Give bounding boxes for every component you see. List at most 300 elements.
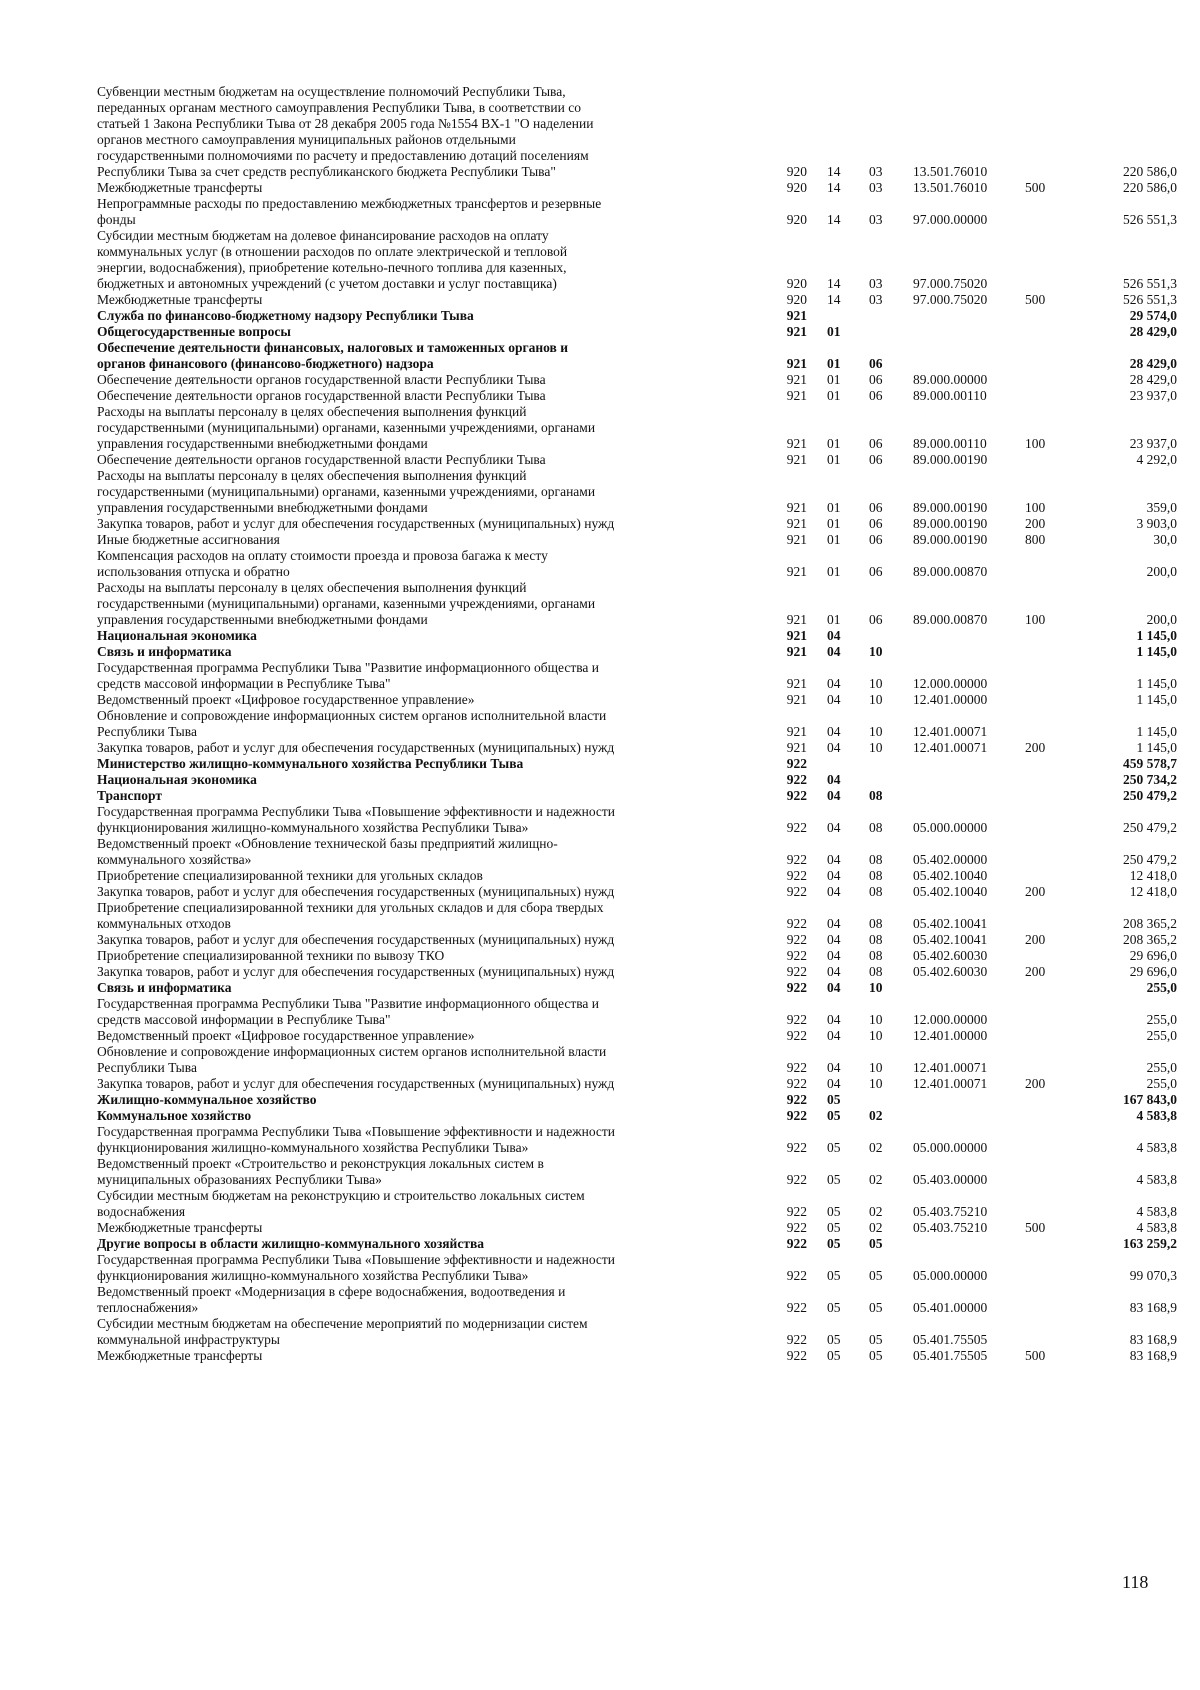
amount: 4 583,8 bbox=[1136, 1220, 1177, 1235]
subsection-code: 06 bbox=[869, 532, 883, 547]
amount: 359,0 bbox=[1146, 500, 1177, 515]
table-row bbox=[97, 660, 1177, 692]
table-row bbox=[97, 532, 1177, 548]
target-article-code: 12.401.00071 bbox=[913, 1060, 988, 1075]
grbs-code: 922 bbox=[786, 852, 807, 867]
expense-type-code: 500 bbox=[1025, 292, 1046, 307]
section-code: 04 bbox=[827, 724, 841, 739]
section-code: 05 bbox=[827, 1220, 841, 1235]
target-article-code: 97.000.75020 bbox=[913, 292, 988, 307]
subsection-code: 03 bbox=[869, 212, 883, 227]
amount: 28 429,0 bbox=[1129, 372, 1177, 387]
expense-type-code: 200 bbox=[1025, 740, 1046, 755]
amount: 255,0 bbox=[1146, 1028, 1177, 1043]
row-name: Закупка товаров, работ и услуг для обеспечения государственных (муниципальных) нужд bbox=[97, 1076, 615, 1091]
table-row bbox=[97, 388, 1177, 404]
table-row bbox=[97, 628, 1177, 644]
target-article-code: 12.401.00071 bbox=[913, 1076, 988, 1091]
target-article-code: 05.402.10041 bbox=[913, 932, 988, 947]
target-article-code: 05.402.60030 bbox=[913, 948, 988, 963]
table-row bbox=[97, 836, 1177, 868]
amount: 200,0 bbox=[1146, 612, 1177, 627]
section-code: 01 bbox=[827, 388, 841, 403]
section-code: 05 bbox=[827, 1268, 841, 1283]
table-row bbox=[97, 980, 1177, 996]
amount: 29 696,0 bbox=[1129, 964, 1177, 979]
grbs-code: 922 bbox=[786, 980, 807, 995]
expense-type-code: 800 bbox=[1025, 532, 1046, 547]
row-name: Общегосударственные вопросы bbox=[97, 324, 291, 339]
amount: 4 583,8 bbox=[1136, 1140, 1177, 1155]
grbs-code: 920 bbox=[786, 180, 807, 195]
subsection-code: 06 bbox=[869, 612, 883, 627]
section-code: 04 bbox=[827, 964, 841, 979]
subsection-code: 05 bbox=[869, 1268, 883, 1283]
target-article-code: 89.000.00190 bbox=[913, 452, 988, 467]
table-row bbox=[97, 644, 1177, 660]
row-name: Ведомственный проект «Обновление технической базы предприятий жилищно- коммунального хозяйства» bbox=[97, 836, 558, 867]
section-code: 01 bbox=[827, 532, 841, 547]
target-article-code: 89.000.00190 bbox=[913, 532, 988, 547]
subsection-code: 05 bbox=[869, 1348, 883, 1363]
subsection-code: 10 bbox=[869, 1076, 883, 1091]
grbs-code: 922 bbox=[786, 932, 807, 947]
table-row bbox=[97, 580, 1177, 628]
table-row bbox=[97, 372, 1177, 388]
expense-type-code: 100 bbox=[1025, 500, 1046, 515]
table-row bbox=[97, 900, 1177, 932]
grbs-code: 922 bbox=[786, 884, 807, 899]
amount: 28 429,0 bbox=[1129, 356, 1177, 371]
table-row bbox=[97, 468, 1177, 516]
amount: 163 259,2 bbox=[1123, 1236, 1177, 1251]
amount: 83 168,9 bbox=[1129, 1348, 1177, 1363]
grbs-code: 922 bbox=[786, 916, 807, 931]
row-name: Государственная программа Республики Тыва «Повышение эффективности и надежности функционирования жилищно-коммунального хозяйства Республики Тыва» bbox=[97, 1124, 616, 1155]
table-row bbox=[97, 1252, 1177, 1284]
amount: 23 937,0 bbox=[1129, 388, 1177, 403]
amount: 459 578,7 bbox=[1123, 756, 1177, 771]
row-name: Национальная экономика bbox=[97, 628, 257, 643]
grbs-code: 922 bbox=[786, 1076, 807, 1091]
subsection-code: 02 bbox=[869, 1172, 883, 1187]
expense-type-code: 500 bbox=[1025, 1220, 1046, 1235]
table-row bbox=[97, 1284, 1177, 1316]
row-name: Закупка товаров, работ и услуг для обеспечения государственных (муниципальных) нужд bbox=[97, 516, 615, 531]
section-code: 04 bbox=[827, 788, 841, 803]
grbs-code: 922 bbox=[786, 756, 807, 771]
row-name: Межбюджетные трансферты bbox=[97, 292, 263, 307]
target-article-code: 89.000.00870 bbox=[913, 612, 988, 627]
amount: 30,0 bbox=[1153, 532, 1177, 547]
amount: 250 479,2 bbox=[1123, 820, 1177, 835]
table-row bbox=[97, 548, 1177, 580]
subsection-code: 10 bbox=[869, 1012, 883, 1027]
table-row bbox=[97, 516, 1177, 532]
amount: 220 586,0 bbox=[1123, 164, 1177, 179]
target-article-code: 89.000.00000 bbox=[913, 372, 988, 387]
target-article-code: 05.401.75505 bbox=[913, 1332, 988, 1347]
table-row bbox=[97, 756, 1177, 772]
budget-table bbox=[97, 84, 1177, 1364]
target-article-code: 12.401.00071 bbox=[913, 724, 988, 739]
expense-type-code: 100 bbox=[1025, 612, 1046, 627]
target-article-code: 97.000.00000 bbox=[913, 212, 988, 227]
grbs-code: 920 bbox=[786, 212, 807, 227]
amount: 1 145,0 bbox=[1136, 676, 1177, 691]
subsection-code: 10 bbox=[869, 676, 883, 691]
subsection-code: 06 bbox=[869, 452, 883, 467]
row-name: Другие вопросы в области жилищно-коммунального хозяйства bbox=[97, 1236, 485, 1251]
grbs-code: 921 bbox=[786, 724, 807, 739]
subsection-code: 05 bbox=[869, 1236, 883, 1251]
expense-type-code: 500 bbox=[1025, 1348, 1046, 1363]
amount: 83 168,9 bbox=[1129, 1332, 1177, 1347]
row-name: Приобретение специализированной техники для угольных складов и для сбора твердых коммунальных отходов bbox=[97, 900, 604, 931]
grbs-code: 922 bbox=[786, 1348, 807, 1363]
section-code: 04 bbox=[827, 980, 841, 995]
section-code: 14 bbox=[827, 180, 841, 195]
amount: 208 365,2 bbox=[1123, 932, 1177, 947]
grbs-code: 920 bbox=[786, 292, 807, 307]
table-row bbox=[97, 1348, 1177, 1364]
grbs-code: 922 bbox=[786, 964, 807, 979]
section-code: 05 bbox=[827, 1172, 841, 1187]
grbs-code: 921 bbox=[786, 356, 807, 371]
expense-type-code: 200 bbox=[1025, 516, 1046, 531]
row-name: Субсидии местным бюджетам на обеспечение мероприятий по модернизации систем коммунальной инфраструктуры bbox=[97, 1316, 588, 1347]
target-article-code: 05.402.60030 bbox=[913, 964, 988, 979]
subsection-code: 03 bbox=[869, 180, 883, 195]
grbs-code: 921 bbox=[786, 308, 807, 323]
table-row bbox=[97, 692, 1177, 708]
amount: 200,0 bbox=[1146, 564, 1177, 579]
row-name: Ведомственный проект «Цифровое государственное управление» bbox=[97, 692, 475, 707]
row-name: Субсидии местным бюджетам на реконструкцию и строительство локальных систем водоснабжения bbox=[97, 1188, 585, 1219]
grbs-code: 922 bbox=[786, 948, 807, 963]
target-article-code: 13.501.76010 bbox=[913, 164, 988, 179]
amount: 4 583,8 bbox=[1136, 1108, 1177, 1123]
subsection-code: 06 bbox=[869, 564, 883, 579]
section-code: 05 bbox=[827, 1348, 841, 1363]
grbs-code: 921 bbox=[786, 324, 807, 339]
section-code: 04 bbox=[827, 884, 841, 899]
subsection-code: 10 bbox=[869, 980, 883, 995]
section-code: 04 bbox=[827, 820, 841, 835]
table-row bbox=[97, 964, 1177, 980]
target-article-code: 12.000.00000 bbox=[913, 1012, 988, 1027]
page-number: 118 bbox=[1122, 1572, 1149, 1592]
grbs-code: 921 bbox=[786, 644, 807, 659]
amount: 28 429,0 bbox=[1129, 324, 1177, 339]
grbs-code: 922 bbox=[786, 1204, 807, 1219]
table-row bbox=[97, 884, 1177, 900]
amount: 255,0 bbox=[1146, 1076, 1177, 1091]
amount: 29 696,0 bbox=[1129, 948, 1177, 963]
section-code: 04 bbox=[827, 692, 841, 707]
grbs-code: 921 bbox=[786, 628, 807, 643]
target-article-code: 05.402.10041 bbox=[913, 916, 988, 931]
section-code: 01 bbox=[827, 612, 841, 627]
table-row bbox=[97, 1220, 1177, 1236]
target-article-code: 89.000.00870 bbox=[913, 564, 988, 579]
section-code: 01 bbox=[827, 324, 841, 339]
table-row bbox=[97, 228, 1177, 292]
amount: 1 145,0 bbox=[1136, 644, 1177, 659]
grbs-code: 921 bbox=[786, 532, 807, 547]
amount: 255,0 bbox=[1146, 1060, 1177, 1075]
table-row bbox=[97, 1156, 1177, 1188]
row-name: Обновление и сопровождение информационных систем органов исполнительной власти Республики Тыва bbox=[97, 708, 607, 739]
row-name: Обеспечение деятельности финансовых, налоговых и таможенных органов и органов финансового (финансово-бюджетного) надзора bbox=[97, 340, 568, 371]
target-article-code: 05.402.10040 bbox=[913, 868, 988, 883]
target-article-code: 12.401.00000 bbox=[913, 1028, 988, 1043]
table-row bbox=[97, 292, 1177, 308]
row-name: Служба по финансово-бюджетному надзору Республики Тыва bbox=[97, 308, 474, 323]
subsection-code: 03 bbox=[869, 292, 883, 307]
target-article-code: 05.403.00000 bbox=[913, 1172, 988, 1187]
grbs-code: 921 bbox=[786, 564, 807, 579]
amount: 220 586,0 bbox=[1123, 180, 1177, 195]
table-row bbox=[97, 1076, 1177, 1092]
section-code: 14 bbox=[827, 276, 841, 291]
target-article-code: 05.402.10040 bbox=[913, 884, 988, 899]
target-article-code: 05.000.00000 bbox=[913, 1268, 988, 1283]
table-row bbox=[97, 1124, 1177, 1156]
subsection-code: 08 bbox=[869, 788, 883, 803]
section-code: 04 bbox=[827, 852, 841, 867]
subsection-code: 10 bbox=[869, 1028, 883, 1043]
expense-type-code: 200 bbox=[1025, 884, 1046, 899]
subsection-code: 08 bbox=[869, 932, 883, 947]
section-code: 04 bbox=[827, 1028, 841, 1043]
section-code: 01 bbox=[827, 516, 841, 531]
section-code: 14 bbox=[827, 292, 841, 307]
section-code: 04 bbox=[827, 740, 841, 755]
table-row bbox=[97, 1028, 1177, 1044]
target-article-code: 89.000.00190 bbox=[913, 516, 988, 531]
grbs-code: 921 bbox=[786, 500, 807, 515]
grbs-code: 922 bbox=[786, 820, 807, 835]
grbs-code: 922 bbox=[786, 772, 807, 787]
section-code: 05 bbox=[827, 1092, 841, 1107]
table-row bbox=[97, 180, 1177, 196]
amount: 99 070,3 bbox=[1129, 1268, 1177, 1283]
target-article-code: 05.401.00000 bbox=[913, 1300, 988, 1315]
row-name: Обновление и сопровождение информационных систем органов исполнительной власти Республики Тыва bbox=[97, 1044, 607, 1075]
amount: 12 418,0 bbox=[1129, 884, 1177, 899]
table-row bbox=[97, 1108, 1177, 1124]
subsection-code: 06 bbox=[869, 388, 883, 403]
amount: 12 418,0 bbox=[1129, 868, 1177, 883]
subsection-code: 03 bbox=[869, 276, 883, 291]
amount: 29 574,0 bbox=[1129, 308, 1177, 323]
row-name: Жилищно-коммунальное хозяйство bbox=[97, 1092, 317, 1107]
expense-type-code: 200 bbox=[1025, 1076, 1046, 1091]
section-code: 04 bbox=[827, 1076, 841, 1091]
subsection-code: 03 bbox=[869, 164, 883, 179]
grbs-code: 921 bbox=[786, 452, 807, 467]
subsection-code: 06 bbox=[869, 356, 883, 371]
section-code: 04 bbox=[827, 772, 841, 787]
row-name: Государственная программа Республики Тыва «Повышение эффективности и надежности функционирования жилищно-коммунального хозяйства Республики Тыва» bbox=[97, 1252, 616, 1283]
grbs-code: 920 bbox=[786, 276, 807, 291]
section-code: 04 bbox=[827, 644, 841, 659]
table-row bbox=[97, 1188, 1177, 1220]
row-name: Коммунальное хозяйство bbox=[97, 1108, 252, 1123]
section-code: 05 bbox=[827, 1332, 841, 1347]
subsection-code: 05 bbox=[869, 1332, 883, 1347]
section-code: 01 bbox=[827, 372, 841, 387]
row-name: Непрограммные расходы по предоставлению межбюджетных трансфертов и резервные фонды bbox=[97, 196, 602, 227]
row-name: Закупка товаров, работ и услуг для обеспечения государственных (муниципальных) нужд bbox=[97, 740, 615, 755]
target-article-code: 12.401.00071 bbox=[913, 740, 988, 755]
table-row bbox=[97, 1092, 1177, 1108]
grbs-code: 922 bbox=[786, 1220, 807, 1235]
grbs-code: 922 bbox=[786, 1028, 807, 1043]
row-name: Национальная экономика bbox=[97, 772, 257, 787]
table-row bbox=[97, 740, 1177, 756]
table-row bbox=[97, 324, 1177, 340]
grbs-code: 922 bbox=[786, 1060, 807, 1075]
row-name: Закупка товаров, работ и услуг для обеспечения государственных (муниципальных) нужд bbox=[97, 964, 615, 979]
grbs-code: 922 bbox=[786, 1300, 807, 1315]
grbs-code: 921 bbox=[786, 436, 807, 451]
subsection-code: 02 bbox=[869, 1140, 883, 1155]
table-row bbox=[97, 1236, 1177, 1252]
row-name: Государственная программа Республики Тыва "Развитие информационного общества и средств массовой информации в Республике Тыва" bbox=[97, 660, 600, 691]
section-code: 04 bbox=[827, 916, 841, 931]
amount: 250 479,2 bbox=[1123, 788, 1177, 803]
section-code: 14 bbox=[827, 164, 841, 179]
amount: 255,0 bbox=[1146, 980, 1177, 995]
grbs-code: 921 bbox=[786, 692, 807, 707]
grbs-code: 922 bbox=[786, 1140, 807, 1155]
target-article-code: 97.000.75020 bbox=[913, 276, 988, 291]
section-code: 04 bbox=[827, 676, 841, 691]
row-name: Обеспечение деятельности органов государственной власти Республики Тыва bbox=[97, 372, 546, 387]
amount: 255,0 bbox=[1146, 1012, 1177, 1027]
amount: 23 937,0 bbox=[1129, 436, 1177, 451]
table-row bbox=[97, 196, 1177, 228]
grbs-code: 922 bbox=[786, 1092, 807, 1107]
row-name: Межбюджетные трансферты bbox=[97, 1348, 263, 1363]
expense-type-code: 500 bbox=[1025, 180, 1046, 195]
section-code: 01 bbox=[827, 436, 841, 451]
grbs-code: 922 bbox=[786, 1172, 807, 1187]
section-code: 04 bbox=[827, 1012, 841, 1027]
amount: 526 551,3 bbox=[1123, 212, 1177, 227]
row-name: Государственная программа Республики Тыва «Повышение эффективности и надежности функционирования жилищно-коммунального хозяйства Республики Тыва» bbox=[97, 804, 616, 835]
section-code: 04 bbox=[827, 1060, 841, 1075]
section-code: 01 bbox=[827, 564, 841, 579]
row-name: Ведомственный проект «Цифровое государственное управление» bbox=[97, 1028, 475, 1043]
section-code: 01 bbox=[827, 356, 841, 371]
subsection-code: 08 bbox=[869, 852, 883, 867]
subsection-code: 10 bbox=[869, 644, 883, 659]
row-name: Закупка товаров, работ и услуг для обеспечения государственных (муниципальных) нужд bbox=[97, 932, 615, 947]
grbs-code: 922 bbox=[786, 1012, 807, 1027]
row-name: Компенсация расходов на оплату стоимости проезда и провоза багажа к месту использования отпуска и обратно bbox=[97, 548, 548, 579]
row-name: Межбюджетные трансферты bbox=[97, 180, 263, 195]
amount: 250 479,2 bbox=[1123, 852, 1177, 867]
subsection-code: 08 bbox=[869, 964, 883, 979]
section-code: 05 bbox=[827, 1140, 841, 1155]
section-code: 04 bbox=[827, 628, 841, 643]
subsection-code: 10 bbox=[869, 740, 883, 755]
subsection-code: 06 bbox=[869, 500, 883, 515]
target-article-code: 89.000.00110 bbox=[913, 388, 987, 403]
row-name: Межбюджетные трансферты bbox=[97, 1220, 263, 1235]
section-code: 14 bbox=[827, 212, 841, 227]
subsection-code: 08 bbox=[869, 884, 883, 899]
row-name: Транспорт bbox=[97, 788, 163, 803]
amount: 1 145,0 bbox=[1136, 724, 1177, 739]
section-code: 01 bbox=[827, 452, 841, 467]
table-row bbox=[97, 868, 1177, 884]
subsection-code: 02 bbox=[869, 1204, 883, 1219]
row-name: Иные бюджетные ассигнования bbox=[97, 532, 280, 547]
amount: 4 292,0 bbox=[1136, 452, 1177, 467]
row-name: Министерство жилищно-коммунального хозяйства Республики Тыва bbox=[97, 756, 524, 771]
section-code: 04 bbox=[827, 932, 841, 947]
table-row bbox=[97, 788, 1177, 804]
row-name: Расходы на выплаты персоналу в целях обеспечения выполнения функций государственными (муниципальными) органами, казенными учреждениями, органами управления государственными внебюджетными фондами bbox=[97, 404, 596, 451]
row-name: Закупка товаров, работ и услуг для обеспечения государственных (муниципальных) нужд bbox=[97, 884, 615, 899]
table-row bbox=[97, 1044, 1177, 1076]
amount: 1 145,0 bbox=[1136, 628, 1177, 643]
subsection-code: 08 bbox=[869, 948, 883, 963]
subsection-code: 02 bbox=[869, 1220, 883, 1235]
table-row bbox=[97, 1316, 1177, 1348]
expense-type-code: 200 bbox=[1025, 964, 1046, 979]
row-name: Расходы на выплаты персоналу в целях обеспечения выполнения функций государственными (муниципальными) органами, казенными учреждениями, органами управления государственными внебюджетными фондами bbox=[97, 580, 596, 627]
grbs-code: 921 bbox=[786, 372, 807, 387]
row-name: Ведомственный проект «Модернизация в сфере водоснабжения, водоотведения и теплоснабжения» bbox=[97, 1284, 566, 1315]
amount: 1 145,0 bbox=[1136, 740, 1177, 755]
grbs-code: 920 bbox=[786, 164, 807, 179]
target-article-code: 05.403.75210 bbox=[913, 1220, 988, 1235]
row-name: Связь и информатика bbox=[97, 980, 232, 995]
subsection-code: 08 bbox=[869, 916, 883, 931]
amount: 167 843,0 bbox=[1123, 1092, 1177, 1107]
target-article-code: 89.000.00110 bbox=[913, 436, 987, 451]
grbs-code: 922 bbox=[786, 1108, 807, 1123]
table-row bbox=[97, 308, 1177, 324]
subsection-code: 10 bbox=[869, 724, 883, 739]
row-name: Субвенции местным бюджетам на осуществление полномочий Республики Тыва, переданных органам местного самоуправления Республики Тыва, в соответствии со статьей 1 Закона Республики Тыва от 28 декабря 2005 года №1554 ВХ-1 "О наделении органов местного самоуправления муниципальных районов отдельными государственными полномочиями по расчету и предоставлению дотаций поселениям Республики Тыва за счет средств республиканского бюджета Республики Тыва" bbox=[97, 84, 594, 179]
section-code: 04 bbox=[827, 948, 841, 963]
row-name: Расходы на выплаты персоналу в целях обеспечения выполнения функций государственными (муниципальными) органами, казенными учреждениями, органами управления государственными внебюджетными фондами bbox=[97, 468, 596, 515]
subsection-code: 06 bbox=[869, 516, 883, 531]
table-row bbox=[97, 996, 1177, 1028]
section-code: 04 bbox=[827, 868, 841, 883]
amount: 526 551,3 bbox=[1123, 276, 1177, 291]
table-row bbox=[97, 404, 1177, 452]
target-article-code: 12.000.00000 bbox=[913, 676, 988, 691]
grbs-code: 921 bbox=[786, 612, 807, 627]
grbs-code: 922 bbox=[786, 788, 807, 803]
subsection-code: 08 bbox=[869, 820, 883, 835]
target-article-code: 05.402.00000 bbox=[913, 852, 988, 867]
table-row bbox=[97, 452, 1177, 468]
expense-type-code: 200 bbox=[1025, 932, 1046, 947]
table-row bbox=[97, 84, 1177, 180]
expense-type-code: 100 bbox=[1025, 436, 1046, 451]
row-name: Субсидии местным бюджетам на долевое финансирование расходов на оплату коммунальных услуг (в отношении расходов по оплате электрической и тепловой энергии, водоснабжения), приобретение котельно-печного топлива для казенных, бюджетных и автономных учреждений (с учетом доставки и услуг поставщика) bbox=[97, 228, 568, 291]
grbs-code: 922 bbox=[786, 868, 807, 883]
amount: 1 145,0 bbox=[1136, 692, 1177, 707]
